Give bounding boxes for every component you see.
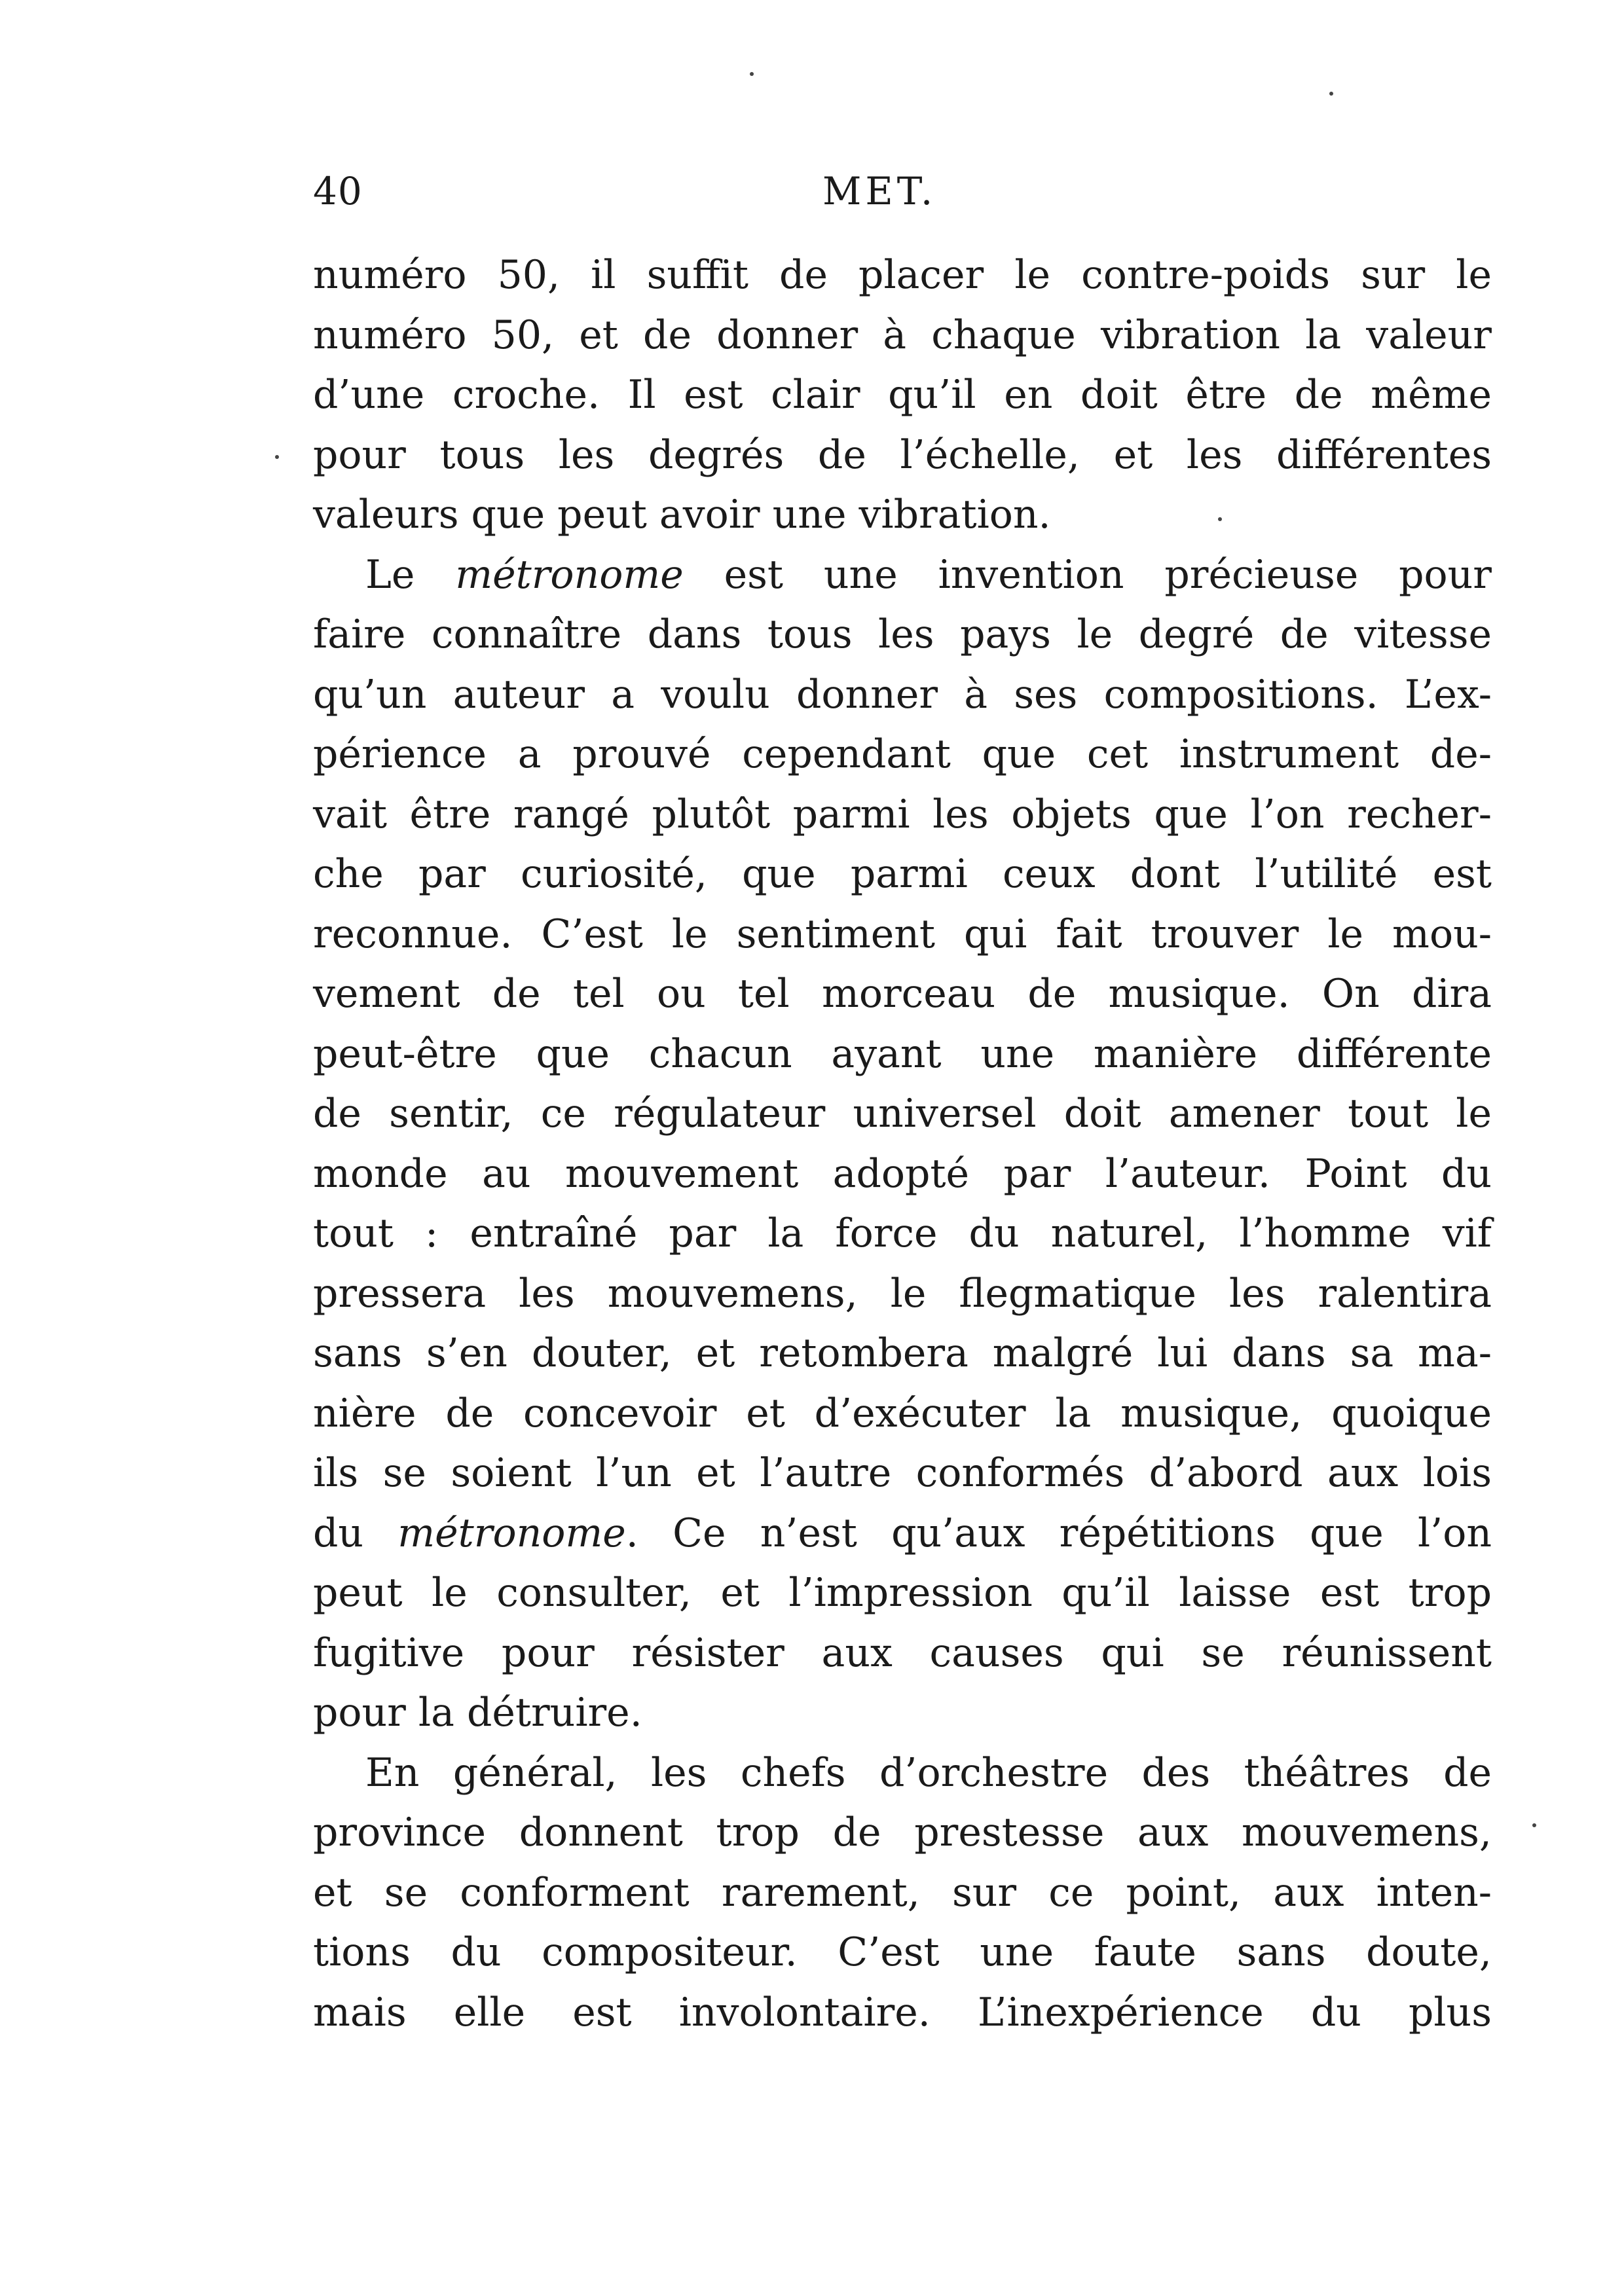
text-segment: . Ce n’est qu’aux répétitions que l’on (625, 1510, 1492, 1556)
text-line: pour la détruire. (313, 1690, 642, 1736)
text-line: et se conforment rarement, sur ce point, aux inten- (313, 1869, 1492, 1916)
page-header (313, 169, 1492, 228)
page-number: 40 (313, 169, 363, 213)
text-line: périence a prouvé cependant que cet instrument de- (313, 731, 1492, 777)
text-line: tout : entraîné par la force du naturel, l’homme vif (313, 1211, 1492, 1256)
text-line: valeurs que peut avoir une vibration. (313, 492, 1051, 538)
italic-term: métronome (455, 551, 684, 598)
text-line: vait être rangé plutôt parmi les objets que l’on recher- (313, 791, 1492, 837)
body-text (313, 246, 1492, 2043)
text-segment: du (313, 1510, 398, 1556)
paper-speck (750, 72, 754, 76)
italic-term: métronome (397, 1510, 626, 1556)
running-head: MET. (822, 169, 937, 213)
text-line: reconnue. C’est le sentiment qui fait trouver le mou- (313, 911, 1492, 957)
paper-speck (1329, 92, 1333, 96)
text-line: numéro 50, il suffit de placer le contre-poids sur le (313, 252, 1492, 298)
text-line: peut-être que chacun ayant une manière différente (313, 1030, 1492, 1077)
paper-speck (1218, 517, 1222, 521)
paper-speck (1532, 1823, 1536, 1827)
text-line (313, 545, 1492, 606)
text-line: fugitive pour résister aux causes qui se réunissent (313, 1630, 1492, 1676)
text-line: nière de concevoir et d’exécuter la musique, quoique (313, 1390, 1492, 1436)
text-segment: Le (365, 551, 456, 598)
text-line: qu’un auteur a voulu donner à ses compositions. L’ex- (313, 671, 1492, 718)
text-line: ils se soient l’un et l’autre conformés d’abord aux lois (313, 1450, 1492, 1496)
text-line (313, 1504, 1492, 1564)
text-line: faire connaître dans tous les pays le degré de vitesse (313, 611, 1492, 657)
text-line: tions du compositeur. C’est une faute sans doute, (313, 1929, 1492, 1975)
text-line: pour tous les degrés de l’échelle, et les différentes (313, 431, 1492, 478)
text-line: monde au mouvement adopté par l’auteur. Point du (313, 1150, 1492, 1197)
text-line: vement de tel ou tel morceau de musique. On dira (313, 971, 1492, 1017)
text-line: d’une croche. Il est clair qu’il en doit être de même (313, 372, 1492, 418)
paper-speck (275, 455, 279, 459)
text-line: che par curiosité, que parmi ceux dont l’utilité est (313, 851, 1492, 897)
text-line: de sentir, ce régulateur universel doit amener tout le (313, 1091, 1492, 1137)
text-line: numéro 50, et de donner à chaque vibration la valeur (313, 312, 1492, 358)
text-segment: est une invention précieuse pour (683, 551, 1492, 598)
text-line: sans s’en douter, et retombera malgré lui dans sa ma- (313, 1330, 1492, 1376)
text-line: pressera les mouvemens, le flegmatique les ralentira (313, 1270, 1492, 1317)
text-line: peut le consulter, et l’impression qu’il laisse est trop (313, 1570, 1492, 1616)
text-line: En général, les chefs d’orchestre des théâtres de (365, 1749, 1492, 1796)
text-line: mais elle est involontaire. L’inexpérience du plus (313, 1989, 1492, 2035)
text-line: province donnent trop de prestesse aux mouvemens, (313, 1810, 1492, 1855)
